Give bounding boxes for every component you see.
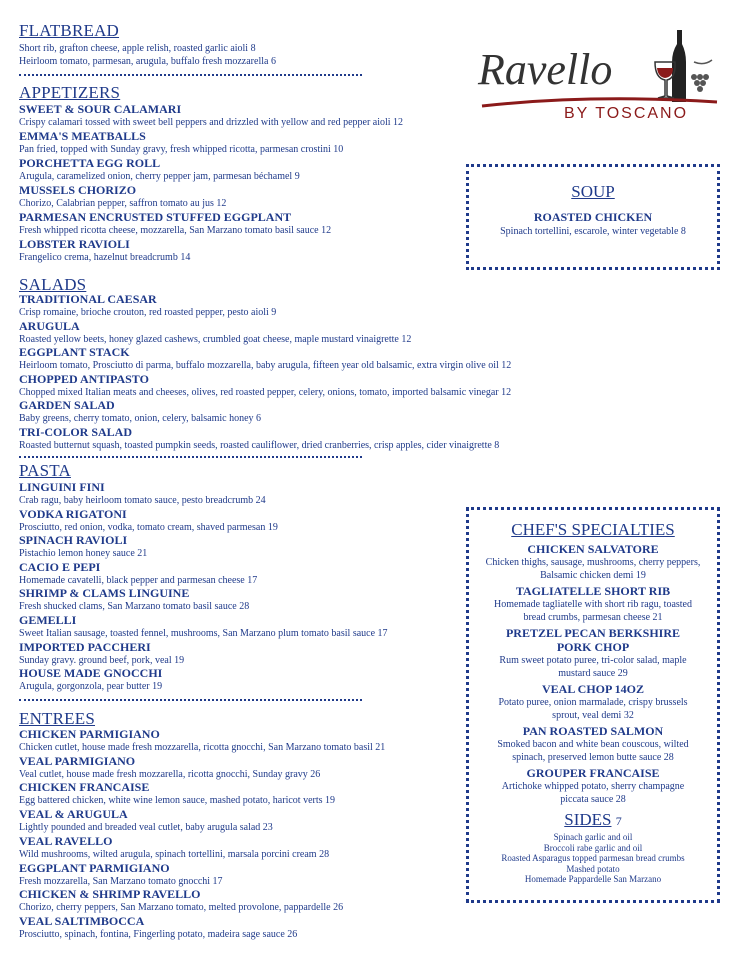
specialties-box — [466, 507, 720, 903]
sides-heading — [469, 811, 717, 830]
section-title-entrees: ENTREES — [19, 709, 96, 728]
menu-item-desc: Prosciutto, red onion, vodka, tomato cream, shaved parmesan 19 — [19, 521, 278, 533]
section-title-flatbread: FLATBREAD — [19, 21, 120, 40]
specialty-name: VEAL CHOP 14OZ — [541, 682, 645, 696]
menu-item-name: VEAL PARMIGIANO — [19, 753, 136, 768]
menu-item-desc: Sweet Italian sausage, toasted fennel, mushrooms, San Marzano plum tomato basil sauce 17 — [19, 628, 388, 639]
menu-item-name: SHRIMP & CLAMS LINGUINE — [19, 586, 190, 601]
menu-item-name: IMPORTED PACCHERI — [19, 639, 151, 654]
wine-bottle-icon — [672, 30, 686, 102]
menu-item-desc: Veal cutlet, house made fresh mozzarella, ricotta gnocchi, Sunday gravy 26 — [19, 768, 321, 780]
sides-list — [469, 832, 717, 885]
menu-item-name: EMMA'S MEATBALLS — [19, 129, 146, 143]
menu-item-name: ARUGULA — [19, 318, 80, 333]
soup-title: SOUP — [571, 182, 615, 201]
menu-item-name: SPINACH RAVIOLI — [19, 533, 128, 548]
soup-item-desc: Spinach tortellini, escarole, winter vegetable 8 — [500, 226, 686, 237]
soup-item-name: ROASTED CHICKEN — [533, 210, 653, 224]
specialty-desc: piccata sauce 28 — [560, 794, 626, 805]
specialty-name: GROUPER FRANCAISE — [526, 766, 660, 780]
flatbread-line: Short rib, grafton cheese, apple relish, roasted garlic aioli 8 — [19, 43, 256, 54]
menu-item-desc: Fresh mozzarella, San Marzano tomato gnocchi 17 — [19, 875, 223, 887]
menu-item-name: VEAL RAVELLO — [19, 833, 113, 848]
menu-item-name: VEAL SALTIMBOCCA — [19, 913, 145, 928]
divider — [19, 699, 362, 701]
menu-item-name: EGGPLANT STACK — [19, 345, 130, 360]
menu-item-desc: Lightly pounded and breaded veal cutlet, baby arugula salad 23 — [19, 822, 273, 834]
menu-item-desc: Roasted butternut squash, toasted pumpkin seeds, roasted cauliflower, dried cranberries, crisp apples, cider vinaigrette 8 — [19, 440, 500, 451]
menu-item-desc: Arugula, caramelized onion, cherry pepper jam, parmesan béchamel 9 — [19, 171, 300, 182]
specialty-desc: Potato puree, onion marmalade, crispy brussels — [498, 697, 688, 708]
menu-item-desc: Prosciutto, spinach, fontina, Fingerling potato, madeira sage sauce 26 — [19, 928, 298, 940]
menu-item-desc: Arugula, gorgonzola, pear butter 19 — [19, 681, 163, 693]
menu-item-desc: Roasted yellow beets, honey glazed cashews, crumbled goat cheese, maple mustard vinaigrette 12 — [19, 333, 412, 345]
menu-item-name: LINGUINI FINI — [19, 480, 105, 494]
menu-item-desc: Wild mushrooms, wilted arugula, spinach tortellini, marsala porcini cream 28 — [19, 848, 330, 860]
menu-item-name: VODKA RIGATONI — [19, 506, 127, 521]
menu-item-name: CHICKEN & SHRIMP RAVELLO — [19, 887, 201, 902]
specialty-desc: bread crumbs, parmesan cheese 21 — [523, 612, 663, 623]
sides-price: 7 — [615, 814, 622, 828]
menu-item-desc: Pan fried, topped with Sunday gravy, fresh whipped ricotta, parmesan crostini 10 — [19, 144, 344, 155]
menu-item-name: PORCHETTA EGG ROLL — [19, 156, 161, 170]
menu-item-name: TRI-COLOR SALAD — [19, 425, 133, 439]
menu-item-name: CHOPPED ANTIPASTO — [19, 371, 149, 386]
specialty-name: TAGLIATELLE SHORT RIB — [515, 584, 671, 598]
divider — [19, 456, 362, 458]
menu-item-name: MUSSELS CHORIZO — [19, 183, 137, 197]
menu-item-name: VEAL & ARUGULA — [19, 807, 128, 822]
specialty-desc: Artichoke whipped potato, sherry champagne — [501, 781, 685, 792]
menu-item-desc: Crab ragu, baby heirloom tomato sauce, pesto breadcrumb 24 — [19, 495, 266, 506]
restaurant-logo — [472, 22, 720, 122]
menu-item-desc: Fresh shucked clams, San Marzano tomato basil sauce 28 — [19, 601, 250, 613]
specialty-desc: Chicken thighs, sausage, mushrooms, cherry peppers, — [485, 557, 701, 568]
side-item: Spinach garlic and oil — [553, 832, 633, 842]
side-item: Homemade Pappardelle San Marzano — [524, 874, 662, 884]
specialty-name: CHICKEN SALVATORE — [527, 542, 659, 556]
specialty-desc: spinach, preserved lemon butte sauce 28 — [512, 752, 674, 763]
specialty-desc: sprout, veal demi 32 — [552, 710, 634, 721]
side-item: Broccoli rabe garlic and oil — [543, 842, 643, 853]
menu-item-name: TRADITIONAL CAESAR — [19, 292, 157, 306]
flatbread-line: Heirloom tomato, parmesan, arugula, buffalo fresh mozzarella 6 — [19, 56, 276, 67]
menu-item-desc: Egg battered chicken, white wine lemon sauce, mashed potato, haricot verts 19 — [19, 795, 336, 807]
logo-script: Ravello — [478, 45, 613, 94]
section-title-appetizers: APPETIZERS — [19, 83, 121, 102]
menu-item-desc: Chicken cutlet, house made fresh mozzarella, ricotta gnocchi, San Marzano tomato basil 21 — [19, 742, 386, 753]
menu-item-desc: Frangelico crema, hazelnut breadcrumb 14 — [19, 252, 191, 263]
menu-item-desc: Heirloom tomato, Prosciutto di parma, buffalo mozzarella, baby arugula, fifteen year old balsamic, extra virgin olive oil 12 — [19, 360, 512, 372]
menu-item-desc: Fresh whipped ricotta cheese, mozzarella, San Marzano tomato basil sauce 12 — [19, 225, 332, 236]
menu-item-name: SWEET & SOUR CALAMARI — [19, 102, 182, 116]
section-title-pasta: PASTA — [19, 461, 71, 480]
menu-item-desc: Homemade cavatelli, black pepper and parmesan cheese 17 — [19, 574, 258, 586]
menu-item-name: CHICKEN PARMIGIANO — [19, 727, 160, 741]
specialty-desc: Homemade tagliatelle with short rib ragu, toasted — [494, 599, 692, 610]
logo-graphic — [472, 22, 720, 122]
specialty-desc: Balsamic chicken demi 19 — [540, 570, 646, 581]
sides-title: SIDES — [564, 810, 612, 829]
menu-item-name: LOBSTER RAVIOLI — [19, 237, 130, 251]
side-item: Mashed potato — [566, 863, 620, 874]
specialty-name: PAN ROASTED SALMON — [522, 724, 664, 738]
menu-item-name: GARDEN SALAD — [19, 398, 115, 413]
divider — [19, 74, 362, 76]
specialty-name: PRETZEL PECAN BERKSHIRE — [505, 626, 681, 640]
soup-box — [466, 164, 720, 270]
specialties-title: CHEF'S SPECIALTIES — [511, 520, 675, 539]
specialties-list — [469, 543, 717, 806]
grapes-icon — [691, 60, 712, 92]
menu-item-name: HOUSE MADE GNOCCHI — [19, 666, 163, 681]
specialty-name: PORK CHOP — [556, 640, 630, 654]
menu-item-desc: Crispy calamari tossed with sweet bell peppers and drizzled with yellow and red pepper aioli 12 — [19, 117, 404, 128]
specialty-desc: Smoked bacon and white bean couscous, wilted — [497, 739, 689, 750]
menu-item-desc: Baby greens, cherry tomato, onion, celery, balsamic honey 6 — [19, 413, 262, 425]
menu-item-desc: Chopped mixed Italian meats and cheeses, olives, red roasted pepper, celery, onions, tomato, imported balsamic vinegar 12 — [19, 386, 512, 398]
menu-item-desc: Pistachio lemon honey sauce 21 — [19, 548, 148, 560]
menu-item-desc: Chorizo, cherry peppers, San Marzano tomato, melted provolone, pappardelle 26 — [19, 902, 344, 914]
menu-item-name: CHICKEN FRANCAISE — [19, 780, 150, 795]
menu-item-desc: Chorizo, Calabrian pepper, saffron tomato au jus 12 — [19, 198, 227, 209]
menu-item-name: PARMESAN ENCRUSTED STUFFED EGGPLANT — [19, 210, 292, 224]
logo-subtitle: BY TOSCANO — [564, 105, 689, 122]
menu-item-desc: Crisp romaine, brioche crouton, red roasted pepper, pesto aioli 9 — [19, 307, 277, 318]
menu-item-desc: Sunday gravy. ground beef, pork, veal 19 — [19, 654, 185, 666]
menu-item-name: EGGPLANT PARMIGIANO — [19, 860, 170, 875]
menu-item-name: CACIO E PEPI — [19, 559, 101, 574]
section-title-salads: SALADS — [19, 275, 87, 294]
menu-item-name: GEMELLI — [19, 613, 77, 627]
specialty-desc: mustard sauce 29 — [558, 668, 628, 679]
side-item: Roasted Asparagus topped parmesan bread crumbs — [501, 853, 685, 863]
specialty-desc: Rum sweet potato puree, tri-color salad, maple — [499, 655, 687, 666]
